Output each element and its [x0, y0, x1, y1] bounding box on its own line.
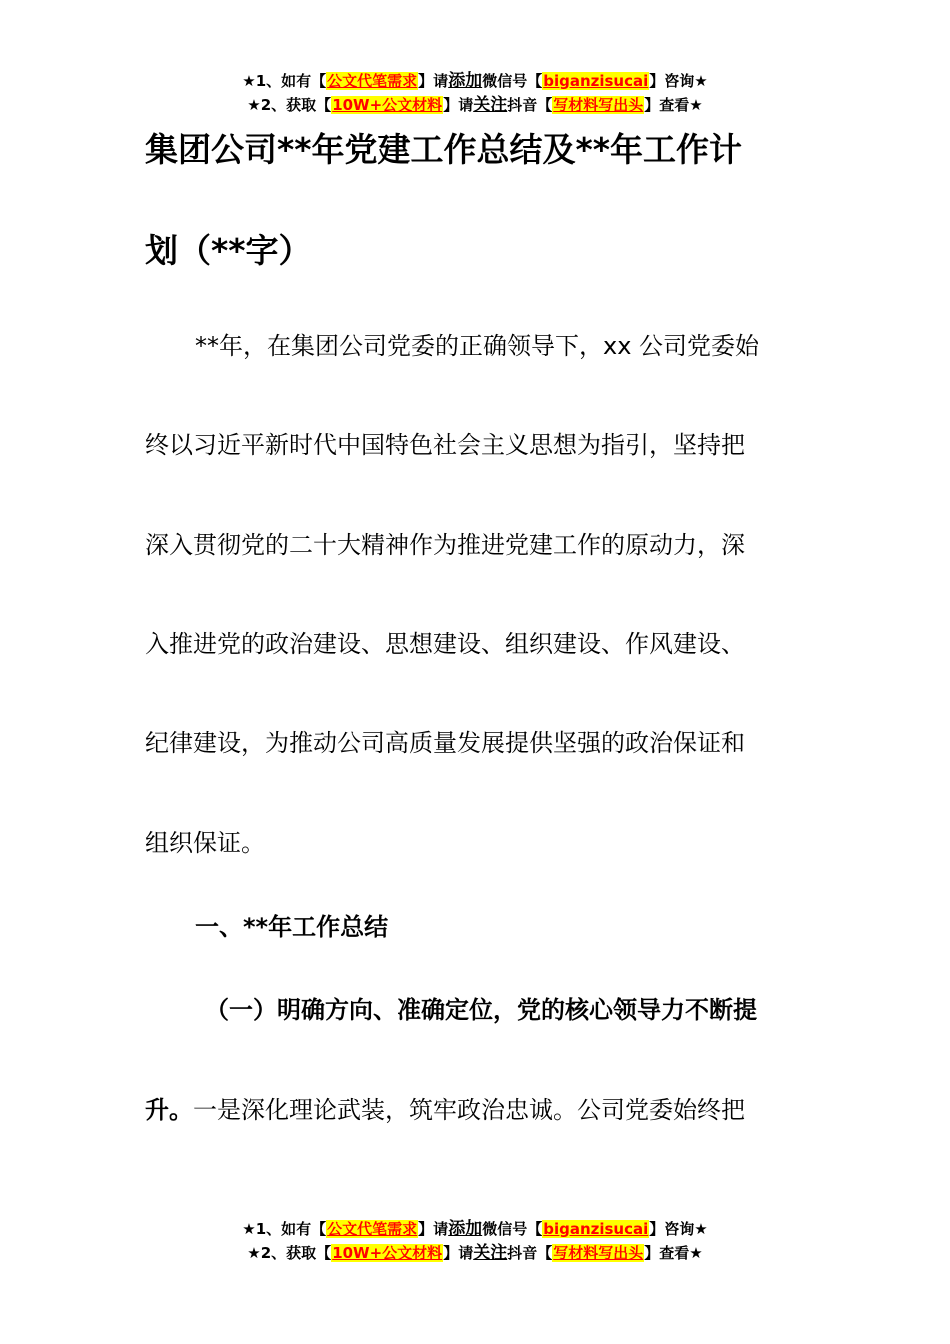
header-banner — [0, 69, 950, 117]
banner-line-2: ★2、获取【10W+公文材料】请关注抖音【写材料写出头】查看★ — [247, 95, 703, 115]
highlight-wechat-id: biganzisucai — [543, 72, 649, 90]
paragraph-line: 终以习近平新时代中国特色社会主义思想为指引，坚持把 — [145, 431, 745, 459]
footer-banner — [0, 1217, 950, 1265]
highlight-wechat-id: biganzisucai — [543, 1220, 649, 1238]
paragraph-line: 组织保证。 — [145, 829, 265, 857]
document-title-line-2: 划（**字） — [145, 231, 312, 270]
paragraph-line: **年，在集团公司党委的正确领导下，xx 公司党委始 — [195, 332, 760, 360]
paragraph-line: 深入贯彻党的二十大精神作为推进党建工作的原动力，深 — [145, 531, 745, 559]
paragraph-line: 纪律建设，为推动公司高质量发展提供坚强的政治保证和 — [145, 729, 745, 757]
subsection-heading-end: 升。 — [145, 1096, 193, 1124]
subsection-body-line: 升。一是深化理论武装，筑牢政治忠诚。公司党委始终把 — [145, 1096, 745, 1124]
highlight-service: 公文代笔需求 — [327, 72, 418, 90]
banner-line-1: ★1、如有【公文代笔需求】请添加微信号【biganzisucai】咨询★ — [242, 1219, 708, 1239]
highlight-douyin: 写材料写出头 — [553, 1244, 644, 1262]
section-heading: 一、**年工作总结 — [195, 913, 389, 941]
highlight-service: 公文代笔需求 — [327, 1220, 418, 1238]
highlight-materials: 10W+公文材料 — [332, 96, 443, 114]
document-title-line-1: 集团公司**年党建工作总结及**年工作计 — [145, 130, 743, 169]
banner-line-2: ★2、获取【10W+公文材料】请关注抖音【写材料写出头】查看★ — [247, 1243, 703, 1263]
highlight-douyin: 写材料写出头 — [553, 96, 644, 114]
highlight-materials: 10W+公文材料 — [332, 1244, 443, 1262]
subsection-heading: （一）明确方向、准确定位，党的核心领导力不断提 — [205, 996, 757, 1024]
paragraph-line: 入推进党的政治建设、思想建设、组织建设、作风建设、 — [145, 630, 745, 658]
banner-line-1: ★1、如有【公文代笔需求】请添加微信号【biganzisucai】咨询★ — [242, 71, 708, 91]
